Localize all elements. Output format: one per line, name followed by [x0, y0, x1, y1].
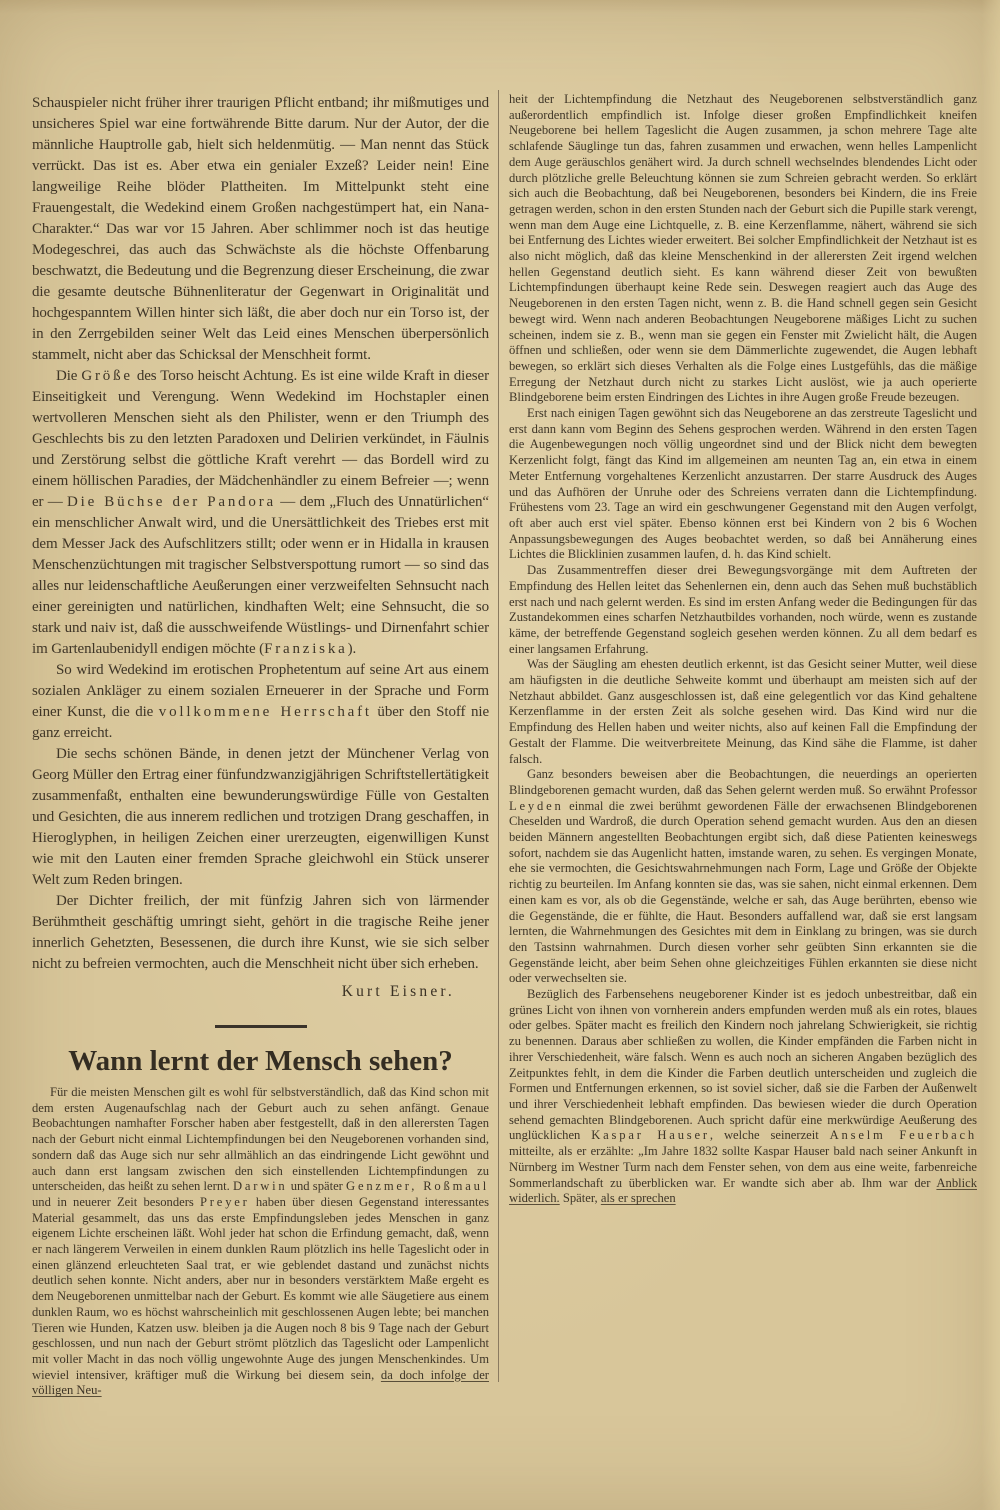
text-run: Das Zusammentreffen dieser drei Bewegungsvorgänge mit dem Auftreten der Empfindung des Hellen leitet das Sehenlernen ein, denn auch das Sehen muß buchstäblich erst nach und nach gelernt werden. Es sind im ersten Anfang weder die Bedingungen für das Zustandekommen eines scharfen Netzhautbildes vorhanden, noch würde, wenn es zustande käme, der betreffende Gegenstand sogleich gesehen werden können. Zu all dem bedarf es einer langsamen Erfahrung. [509, 563, 977, 656]
article-wedekind-review [32, 93, 489, 1001]
text-run: Die [56, 368, 82, 384]
paragraph [509, 987, 977, 1207]
underlined-text: Anblick widerlich. [509, 1175, 977, 1206]
text-run: Der Dichter freilich, der mit fünfzig Jahren sich von lärmender Berühmtheit geschäftig umringt sieht, gehört in die tragische Reihe jener innerlich Gehetzten, Besessenen, die durch ihre Kunst, wie sie sich selber nicht zu befreien vermochten, auch die Menschheit nicht über sich erheben. [32, 893, 489, 972]
byline-kurt-eisner: Kurt Eisner. [341, 983, 455, 1000]
emphasized-text: Die Büchse der Pandora [67, 494, 276, 510]
paragraph [509, 657, 977, 767]
emphasized-text: Anselm Feuerbach [829, 1128, 977, 1143]
article-body [32, 93, 489, 975]
text-run: des Torso heischt Achtung. Es ist eine wilde Kraft in dieser Einseitigkeit und Verengung. Wenn Wedekind im Hochstapler einen wertvolleren Menschen sieht als den Philister, wenn er den Triumph des Geschlechts bis zu den letzten Paradoxen und Delirien verkündet, in Fäulnis und Zerstörung selbst die göttliche Kraft verehrt — das Bordell wird zu einem höllischen Paradies, der Mädchenhändler zu einem Befreier —; wenn er — [32, 368, 489, 510]
emphasized-text: vollkommene Herrschaft [158, 704, 372, 720]
text-run: Schauspieler nicht früher ihrer traurigen Pflicht entband; ihr mißmutiges und unsicheres Spiel war eine fortwährende Bitte darum. Nur der Autor, der die männliche Hauptrolle gab, hielt sich heldenmütig. — Man nennt das Stück verrückt. Das ist es. Aber etwa ein genialer Exzeß? Leider nein! Eine langweilige Reihe blöder Plattheiten. Im Mittelpunkt steht eine Frauengestalt, die Wedekind einem Großen nachgestümpert hat, ein Nana-Charakter.“ Das war vor 15 Jahren. Aber schlimmer noch ist das heutige Modegeschrei, das auch das Schwächste als die höchste Offenbarung beschwatzt, die Bedeutung und die Begrenzung dieser Erscheinung, die zwar die gesamte deutsche Bühnenliteratur der Gegenwart in Originalität und hochgespanntem Willen hinter sich läßt, die aber doch nur ein Torso ist, der in den Zerrgebilden seiner Welt das Leid eines Menschen überpersönlich stammelt, nicht aber das Schicksal der Menschheit formt. [32, 95, 489, 363]
emphasized-text: Größe [81, 368, 133, 384]
text-run: haben über diesen Gegenstand interessantes Material gesammelt, das uns das erste Empfindungsleben jedes Menschen in ganz eigenem Lichte erscheinen läßt. Wohl jeder hat schon die Erfindung gemacht, daß, wenn er nach längerem Verweilen in einem dunklen Raum plötzlich ins helle Tageslicht oder in einen glänzend erleuchteten Saal trat, er wie geblendet dastand und zunächst nichts deutlich sehen konnte. Nicht anders, aber nur in besonders verstärktem Maße ergeht es dem Neugeborenen unmittelbar nach der Geburt. Es kommt wie alle Säugetiere aus einem dunklen Raum, wo es höchst wahrscheinlich mit geschlossenen Augen lebte; bei manchen Tieren wie Hunden, Katzen usw. bleiben ja die Augen noch 8 bis 9 Tage nach der Geburt geschlossen, und nun nach der Geburt strömt plötzlich das Tageslicht oder Lampenlicht mit voller Macht in das noch völlig ungewohnte Auge des jungen Menschenkindes. Um wieviel intensiver, kräftiger muß die Wirkung bei diesem sein, [32, 1194, 489, 1382]
left-column [32, 93, 489, 1493]
paragraph [32, 366, 489, 660]
paragraph [509, 92, 977, 406]
text-run: — dem „Fluch des Unnatürlichen“ ein menschlicher Anwalt wird, und die Unersättlichkeit des Triebes erst mit dem Messer Jack des Aufschlitzers stillt; oder wenn er in Hidalla in krausen Menschenzüchtungen mit tragischer Selbstverspottung rumort — so sind das alles nur leidenschaftliche Aeußerungen einer verzweifelten Sehnsucht nach einer gereinigten und natürlichen, kindhaften Welt; eine Sehnsucht, die so stark und naiv ist, daß die ausschweifende Wüstlings- und Dirnenfahrt schier im Gartenlaubenidyll endigen möchte ( [32, 494, 489, 657]
section-divider-rule [215, 1025, 307, 1028]
paragraph [32, 891, 489, 975]
paragraph [32, 93, 489, 366]
underlined-text: als er sprechen [600, 1191, 676, 1206]
text-run: ). [347, 641, 357, 657]
emphasized-text: Darwin [232, 1179, 288, 1194]
emphasized-text: Preyer [200, 1194, 250, 1209]
underlined-text: da doch infolge der völligen Neu- [32, 1367, 489, 1398]
text-run: Später, [559, 1191, 601, 1206]
paragraph [509, 767, 977, 987]
emphasized-text: Leyden [509, 798, 564, 813]
article-body-right [509, 92, 977, 1207]
emphasized-text: Genzmer, Roßmaul [346, 1179, 489, 1194]
paper-edge-highlight [982, 0, 1000, 1510]
text-run: Was der Säugling am ehesten deutlich erkennt, ist das Gesicht seiner Mutter, weil diese am häufigsten in die deutliche Sehweite kommt und überhaupt am meisten sich auf der Netzhaut abbildet. Ganz ausgeschlossen ist, daß eine gelegentlich vor das Kind gehaltene Kerzenflamme in der ersten Zeit als solche gesehen wird. Das Kind wird nur die Empfindung des Hellen haben und weiter nichts, also auf keinen Fall die Empfindung der Gestalt der Flamme. Die weitverbreitete Meinung, das Kind sähe die Flamme, ist daher falsch. [509, 657, 977, 766]
text-run: heit der Lichtempfindung die Netzhaut des Neugeborenen selbstverständlich ganz außerordentlich empfindlich ist. Infolge dieser großen Empfindlichkeit kneifen Neugeborene bei hellem Tageslicht die Augen zusammen, ja schon mehrere Tage alte schlafende Säuglinge tun das, fahren zusammen und erwachen, wenn helles Lampenlicht dem Auge geräuschlos genähert wird. Ja durch schnell wechselndes blendendes Licht oder durch plötzliche grelle Beleuchtung können sie zum Schreien gebracht werden. So erklärt sich auch die Beobachtung, daß bei Neugeborenen, besonders bei Kindern, die ins Freie getragen werden, schon in den ersten Stunden nach der Geburt sich die Pupille stark verengt, wenn man dem Auge eine Lichtquelle, z. B. eine Kerzenflamme, nähert, während sie sich bei Entfernung des Lichtes wieder erweitert. Bei solcher Empfindlichkeit der Netzhaut ist es also nicht möglich, daß das kleine Menschenkind in der allerersten Zeit irgend welchen hellen Gegenstand deutlich sieht. Es kann während dieser Zeit von bewußten Lichtempfindungen überhaupt keine Rede sein. Deswegen reagiert auch das Auge des Neugeborenen in den ersten Tagen nicht, wenn z. B. die Hand schnell gegen sein Gesicht bewegt wird. Wenn nach anderen Beobachtungen Neugeborene mäßiges Licht zu suchen scheinen, indem sie z. B., wenn man sie gegen ein Fenster mit Zwielicht hält, die Augen öffnen und schließen, oder wenn sie dem Dämmerlichte zugewendet, die Augen lebhaft bewegen, so erklärt sich dieses Verhalten als die Folge eines Lustgefühls, das die mäßige Erregung der Netzhaut durch nicht zu starkes Licht auslöst, wie ja auch operierte Blindgeborene beim ersten Eindringen des Lichtes in ihre Augen große Freude bezeugen. [509, 92, 977, 405]
text-run: über den Stoff nie ganz erreicht. [32, 704, 489, 741]
emphasized-text: Franziska [264, 641, 348, 657]
text-run: und in neuerer Zeit besonders [32, 1194, 200, 1209]
text-run: Ganz besonders beweisen aber die Beobachtungen, die neuerdings an operierten Blindgeborenen gemacht wurden, daß das Sehen gelernt werden muß. So erwähnt Professor [509, 767, 977, 797]
column-rule [498, 90, 499, 1382]
text-run: Erst nach einigen Tagen gewöhnt sich das Neugeborene an das zerstreute Tageslicht und erst dann kann vom Beginn des Sehens gesprochen werden. Während in den ersten Tagen die Augenbewegungen noch völlig ungeordnet sind und der Blick nicht dem bewegten Kerzenlicht folgt, fängt das Kind im allgemeinen am neunten Tag an, ein etwa in einem Meter Entfernung vorgehaltenes Kerzenlicht anzustarren. Der starre Ausdruck des Auges und das Aufhören der Unruhe oder des Schreiens verraten dann die Lichtempfindung. Frühestens vom 23. Tage an wird ein geschwungener Gegenstand mit den Augen verfolgt, oft aber auch erst viel später. Ebenso können erst bei Kindern von 2 bis 6 Wochen Anpassungsbewegungen des Auges beobachtet werden, so daß bei Annäherung eines Lichtes die Blicklinien zusammen laufen, d. h. das Kind schielt. [509, 406, 977, 562]
text-run: Die sechs schönen Bände, in denen jetzt der Münchener Verlag von Georg Müller den Ertrag einer fünfundzwanzigjährigen Schriftstellertätigkeit zusammenfaßt, enthalten eine bewunderungswürdige Fülle von Gestalten und Gesichten, die aus innerem redlichen und trotzigen Drang geschaffen, in Hieroglyphen, in heiligen Zeichen einer urerzeugten, eigenwilligen Kunst wie mit den Lauten einer fremden Sprache gleichwohl ein Stück unserer Welt zum Reden bringen. [32, 746, 489, 888]
paragraph [32, 1085, 489, 1399]
article-title: Wann lernt der Mensch sehen? [68, 1045, 453, 1077]
text-run: Bezüglich des Farbensehens neugeborener Kinder ist es jedoch unbestreitbar, daß ein grünes Licht von ihnen von vornherein anders empfunden werden muß als ein rotes, blaues oder gelbes. Später macht es freilich den Kindern noch jahrelang Schwierigkeit, sie richtig zu benennen. Daraus aber schließen zu wollen, die Kinder empfänden die Farben nicht in ihrer Verschiedenheit, wäre falsch. Wenn es auch noch an sicheren Angaben bezüglich des Zeitpunktes fehlt, in dem die Kinder die Farben deutlich unterscheiden und zugleich die Formen und Entfernungen erkennen, so ist soviel sicher, daß sie die Farben der Außenwelt und ihrer Verschiedenheit lebhaft empfinden. Das bewiesen wieder die durch Operation sehend gemachten Blindgeborenen. Auch spricht dafür eine merkwürdige Aeußerung des unglücklichen [509, 987, 977, 1143]
text-run: Für die meisten Menschen gilt es wohl für selbstverständlich, daß das Kind schon mit dem ersten Augenaufschlag nach der Geburt auch zu sehen anfängt. Genaue Beobachtungen namhafter Forscher haben aber festgestellt, daß in den allerersten Tagen nach der Geburt nicht einmal Lichtempfindungen bei den Neugeborenen vorhanden sind, sondern daß das Auge sich nur sehr allmählich an das eindringende Licht gewöhnt und auch dann erst langsam zwischen den sich einstellenden Lichtempfindungen zu unterscheiden, das heißt zu sehen lernt. [32, 1085, 489, 1194]
paragraph [32, 744, 489, 891]
text-run: mitteilte, als er erzählte: „Im Jahre 1832 sollte Kaspar Hauser bald nach seiner Ankunft in Nürnberg im Westner Turm nach dem Fenster sehen, von dem aus eine weite, farbenreiche Sommerlandschaft zu überblicken war. Er wandte sich aber ab. Ihm war der [509, 1144, 977, 1190]
text-run: einmal die zwei berühmt gewordenen Fälle der erwachsenen Blindgeborenen Cheselden und Wardroß, die durch Operation sehend gemacht wurden. Aus den an diesen beiden Männern angestellten Beobachtungen ergibt sich, daß diese Patienten keineswegs sofort, nachdem sie das Augenlicht hatten, imstande waren, zu sehen. Es vergingen Monate, ehe sie vermochten, die Gesichtswahrnehmungen nach Form, Lage und Größe der Objekte richtig zu beurteilen. Im Anfang konnten sie das, was sie sahen, nicht einmal erkennen. Dem einen kam es vor, als ob die Gegenstände, welche er sah, das Auge berührten, ebenso wie die Gegenstände, die er fühlte, die Haut. Besonders auffallend war, daß sie erst langsam lernten, die Wahrnehmungen des Gesichtes mit dem in Einklang zu bringen, was sie durch den Tastsinn wahrnahmen. Durch diesen vorher sehr geübten Sinn erkannten sie die Gegenstände leicht, aber beim Sehen ohne gleichzeitiges Fühlen erkannten sie diese nicht oder verwechselten sie. [509, 798, 977, 986]
text-run: und später [287, 1179, 347, 1194]
article-body-left [32, 1085, 489, 1399]
paragraph [509, 563, 977, 657]
article-wann-lernt-der-mensch-sehen [32, 1045, 489, 1399]
text-run: So wird Wedekind im erotischen Prophetentum auf seine Art aus einem sozialen Ankläger zu einem sozialen Erneuerer in der Sprache und Form einer Kunst, die die [32, 662, 489, 720]
text-run: , welche seinerzeit [709, 1128, 830, 1143]
paragraph [509, 406, 977, 563]
emphasized-text: Kaspar Hauser [591, 1128, 710, 1143]
paragraph [32, 660, 489, 744]
right-column [509, 92, 977, 1477]
